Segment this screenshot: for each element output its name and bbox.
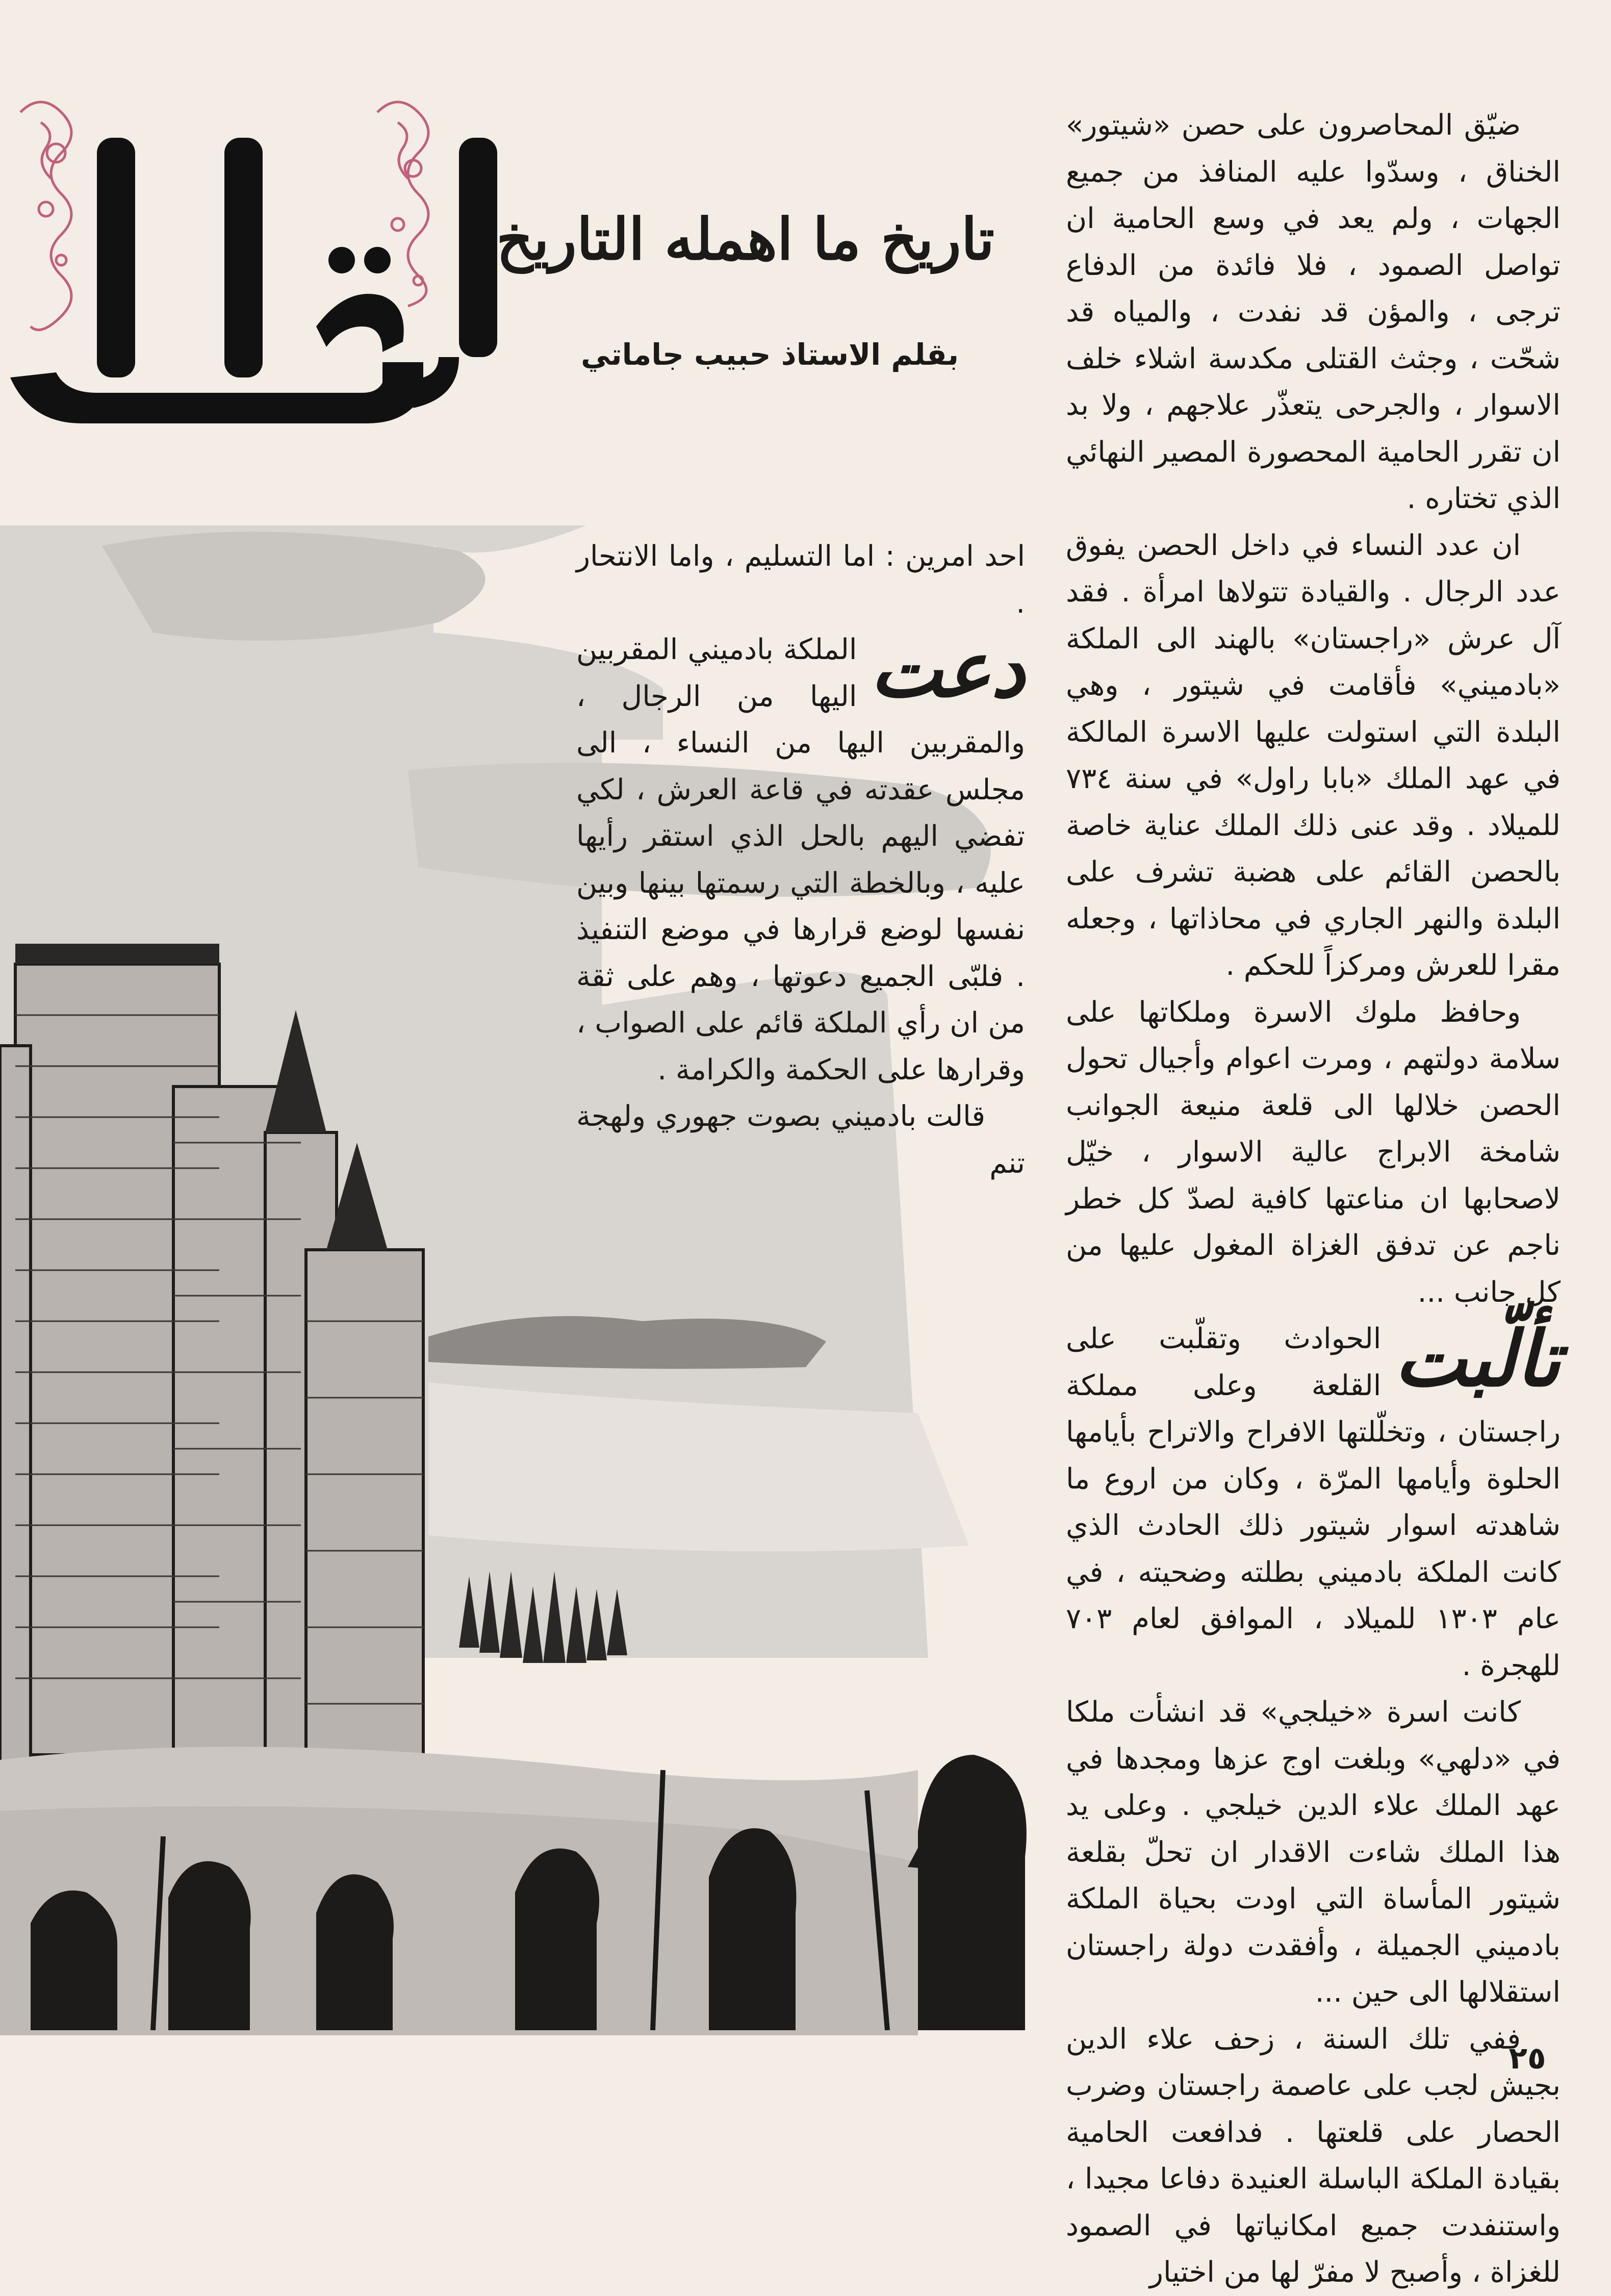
- paragraph: وحافظ ملوك الاسرة وملكاتها على سلامة دولتهم ، ومرت اعوام وأجيال تحول الحصن خلالها الى قلعة منيعة الجوانب شامخة الابراج عالية الاسوار ، خيّل لاصحابها ان مناعتها كافية لصدّ كل خطر ناجم عن تدفق الغزاة المغول عليها من كل جانب ...: [1066, 995, 1561, 1309]
- dropcap-paragraph-text: الملكة بادميني المقربين اليها من الرجال ، والمقربين اليها من النساء ، الى مجلس عقدته في قاعة العرش ، لكي تفضي اليهم بالحل الذي استقر رأيها عليه ، وبالخطة التي رسمتها بينها وبين نفسها لوضع قرارها في موضع التنفيذ . فلبّى الجميع دعوتها ، وهم على ثقة من ان رأي الملكة قائم على الصواب ، وقرارها على الحكمة والكرامة .: [576, 633, 1025, 1087]
- masthead-calligraphy-icon: [10, 92, 535, 449]
- dropcap-paragraph: [576, 626, 1025, 1093]
- dropcap-paragraph: [1066, 1316, 1561, 1689]
- masthead-logo: [0, 71, 541, 459]
- dropcap-paragraph-text: الحوادث وتقلّبت على القلعة وعلى مملكة راجستان ، وتخلّلتها الافراح والاتراح بأيامها الحلوة وأيامها المرّة ، وكان من اروع ما شاهدته اسوار شيتور ذلك الحادث الذي كانت الملكة بادميني بطلته وضحيته ، في عام ١٣٠٣ للميلاد ، الموافق لعام ٧٠٣ للهجرة .: [1066, 1322, 1561, 1682]
- dropcap-word: تألّبت: [1394, 1314, 1561, 1404]
- paragraph: ضيّق المحاصرون على حصن «شيتور» الخناق ، وسدّوا عليه المنافذ من جميع الجهات ، ولم يعد في وسع الحامية ان تواصل الصمود ، فلا فائدة من الدفاع ترجى ، والمؤن قد نفدت ، والمياه قد شحّت ، وجثث القتلى مكدسة اشلاء خلف الاسوار ، والجرحى يتعذّر علاجهم ، ولا بد ان تقرر الحامية المحصورة المصير النهائي الذي تختاره .: [1066, 109, 1561, 515]
- author-byline: بقلم الاستاذ حبيب جاماتي: [581, 337, 959, 372]
- dropcap-word: دعت: [870, 625, 1025, 715]
- page-number: ٢٥: [1508, 2040, 1546, 2076]
- paragraph: كانت اسرة «خيلجي» قد انشأت ملكا في «دلهي» وبلغت اوج عزها ومجدها في عهد الملك علاء الدين خيلجي . وعلى يد هذا الملك شاءت الاقدار ان تحلّ بقلعة شيتور المأساة التي اودت بحياة الملكة بادميني الجميلة ، وأفقدت دولة راجستان استقلالها الى حين ...: [1066, 1696, 1561, 2009]
- left-text-column: [576, 533, 1025, 1180]
- soldiers-illustration: [0, 1745, 1051, 2030]
- soldiers-icon: [0, 1745, 1051, 2030]
- paragraph: قالت بادميني بصوت جهوري ولهجة تنم: [576, 1100, 1025, 1180]
- paragraph: ففي تلك السنة ، زحف علاء الدين بجيش لجب على عاصمة راجستان وضرب الحصار على قلعتها . فدافعت الحامية بقيادة الملكة الباسلة العنيدة دفاعا مجيدا ، واستنفدت جميع امكانياتها في الصمود للغزاة ، وأصبح لا مفرّ لها من اختيار: [1066, 2022, 1561, 2289]
- article-subtitle: تاريخ ما اهمله التاريخ: [496, 206, 994, 273]
- paragraph: ان عدد النساء في داخل الحصن يفوق عدد الرجال . والقيادة تتولاها امرأة . فقد آل عرش «راجستان» بالهند الى الملكة «بادميني» فأقامت في شيتور ، وهي البلدة التي استولت عليها الاسرة المالكة في عهد الملك «بابا راول» في سنة ٧٣٤ للميلاد . وقد عنى ذلك الملك عناية خاصة بالحصن القائم على هضبة تشرف على البلدة والنهر الجاري في محاذاتها ، وجعله مقرا للعرش ومركزاً للحكم .: [1066, 528, 1561, 982]
- paragraph: احد امرين : اما التسليم ، واما الانتحار .: [576, 540, 1025, 620]
